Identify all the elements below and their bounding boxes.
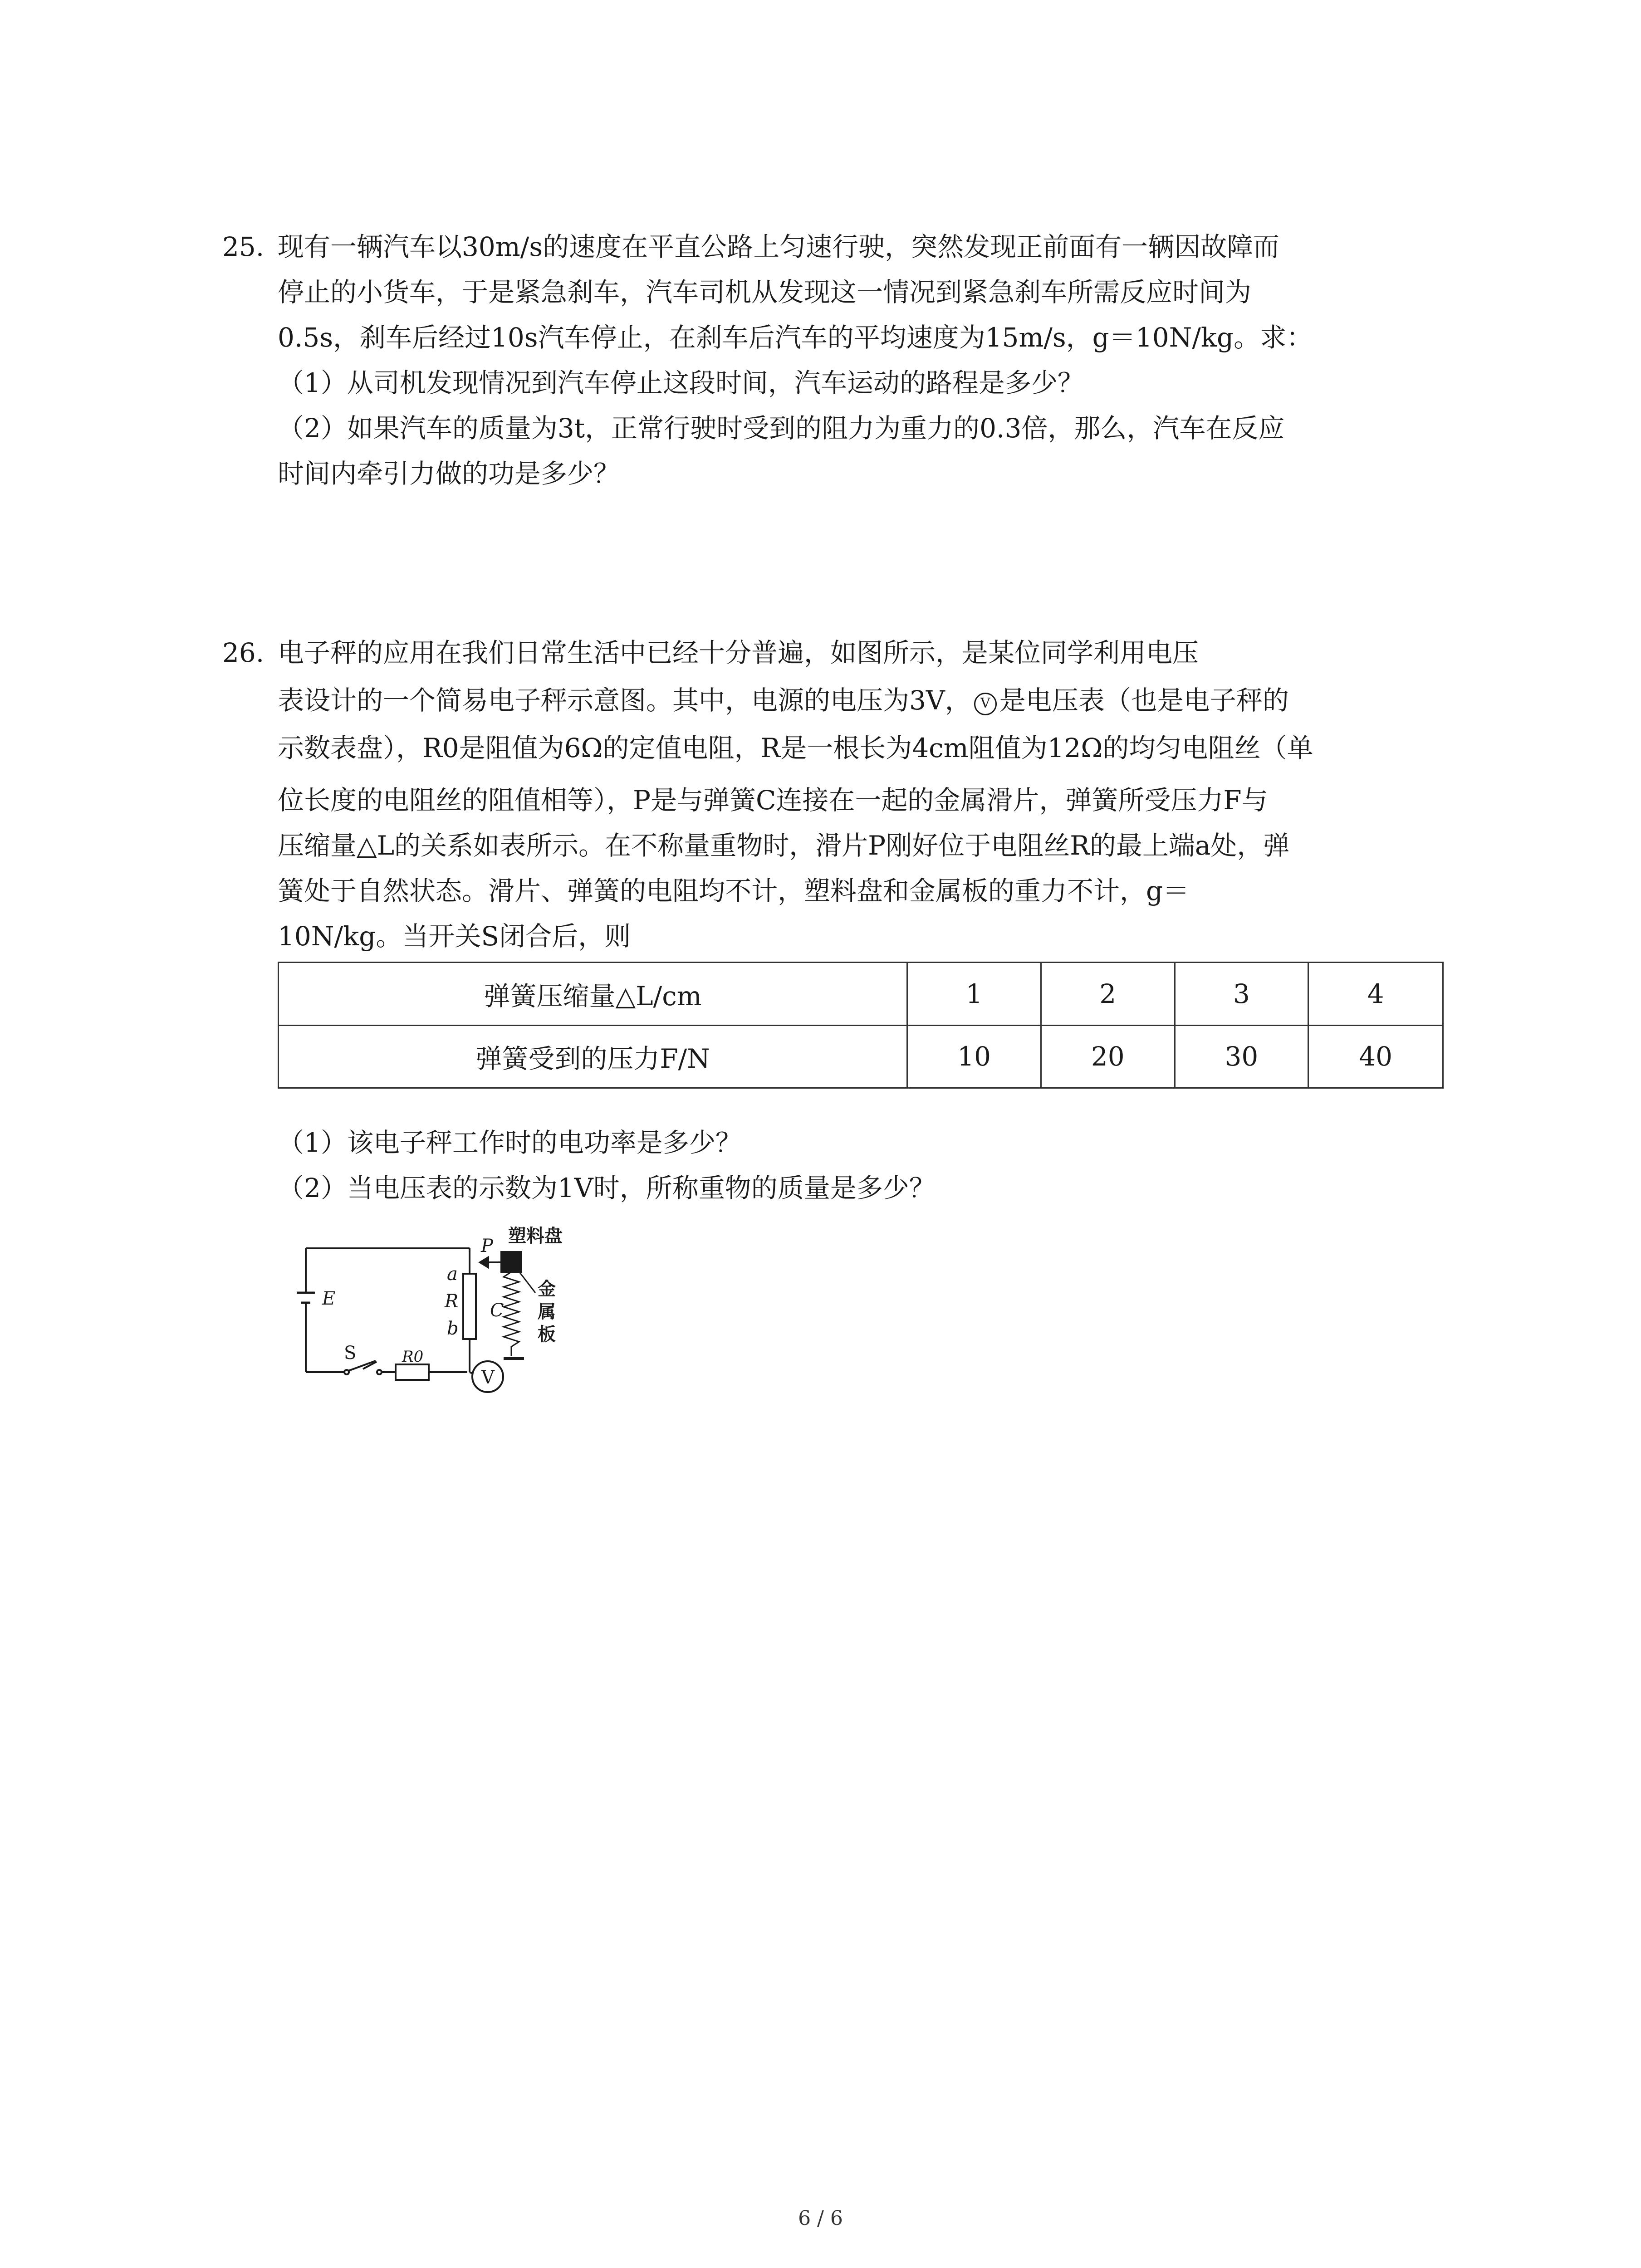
table-cell: 30: [1175, 1025, 1308, 1088]
page-number: 6 / 6: [798, 2207, 843, 2230]
q26-line-2: [278, 687, 1289, 715]
circuit-diagram: [290, 1220, 617, 1402]
q25-sub-2: （2）如果汽车的质量为3t，正常行驶时受到的阻力为重力的0.3倍，那么，汽车在反应: [278, 413, 1285, 444]
label-metal-3: 板: [538, 1324, 556, 1345]
voltmeter-symbol: V: [974, 693, 997, 715]
table-cell: 3: [1175, 963, 1308, 1026]
q26-sub-1: （1）该电子秤工作时的电功率是多少？: [278, 1127, 742, 1158]
label-r0: R0: [402, 1348, 424, 1366]
label-c: C: [490, 1300, 504, 1321]
q26-line-3: 示数表盘），R0是阻值为6Ω的定值电阻，R是一根长为4cm阻值为12Ω的均匀电阻丝（单: [278, 733, 1313, 763]
q26-line-1: 电子秤的应用在我们日常生活中已经十分普遍，如图所示，是某位同学利用电压: [278, 637, 1199, 668]
q25-sub-2-cont: 时间内牵引力做的功是多少？: [278, 458, 620, 489]
q25-sub-1: （1）从司机发现情况到汽车停止这段时间，汽车运动的路程是多少？: [278, 367, 1084, 398]
spring-data-table: [278, 962, 1444, 1089]
q26-line-2-text-b: 是电压表（也是电子秤的: [999, 685, 1289, 716]
q25-line-3: 0.5s，刹车后经过10s汽车停止，在刹车后汽车的平均速度为15m/s，g＝10N/kg。求：: [278, 322, 1313, 353]
table-row: [279, 1025, 1443, 1088]
spring-icon: [504, 1272, 519, 1356]
q25-line-1: 现有一辆汽车以30m/s的速度在平直公路上匀速行驶，突然发现正前面有一辆因故障而: [278, 231, 1280, 262]
label-v: V: [481, 1367, 495, 1388]
label-plate: 塑料盘: [508, 1225, 563, 1246]
q26-sub-2: （2）当电压表的示数为1V时，所称重物的质量是多少？: [278, 1173, 936, 1203]
plastic-plate-icon: [501, 1252, 521, 1272]
label-s: S: [344, 1343, 357, 1364]
question-number: 25.: [222, 231, 265, 262]
q26-line-5: 压缩量△L的关系如表所示。在不称量重物时，滑片P刚好位于电阻丝R的最上端a处，弹: [278, 830, 1290, 861]
q26-line-7: 10N/kg。当开关S闭合后，则: [278, 921, 631, 952]
label-r: R: [445, 1291, 459, 1312]
question-number: 26.: [222, 637, 265, 668]
q26-line-4: 位长度的电阻丝的阻值相等），P是与弹簧C连接在一起的金属滑片，弹簧所受压力F与: [278, 785, 1268, 816]
metal-plate-icon: [517, 1269, 535, 1293]
table-cell: 20: [1041, 1025, 1175, 1088]
label-e: E: [322, 1288, 336, 1309]
q26-line-2-text: 表设计的一个简易电子秤示意图。其中，电源的电压为3V，: [278, 685, 971, 716]
table-row-header: 弹簧压缩量△L/cm: [279, 963, 907, 1026]
switch-icon: [344, 1370, 349, 1374]
table-cell: 10: [907, 1025, 1041, 1088]
label-metal-2: 属: [538, 1301, 556, 1322]
label-a: a: [447, 1264, 458, 1285]
table-cell: 4: [1308, 963, 1443, 1026]
table-row: [279, 963, 1443, 1026]
table-row-header: 弹簧受到的压力F/N: [279, 1025, 907, 1088]
table-cell: 40: [1308, 1025, 1443, 1088]
q25-line-2: 停止的小货车，于是紧急刹车，汽车司机从发现这一情况到紧急刹车所需反应时间为: [278, 277, 1252, 308]
table-cell: 1: [907, 963, 1041, 1026]
label-p: P: [481, 1236, 493, 1256]
label-metal-1: 金: [538, 1278, 556, 1300]
battery-icon: [297, 1293, 315, 1303]
q26-line-6: 簧处于自然状态。滑片、弹簧的电阻均不计，塑料盘和金属板的重力不计，g＝: [278, 875, 1190, 906]
table-cell: 2: [1041, 963, 1175, 1026]
label-b: b: [447, 1318, 459, 1339]
rheostat-icon: [463, 1274, 476, 1339]
resistor-r0-icon: [396, 1364, 429, 1380]
